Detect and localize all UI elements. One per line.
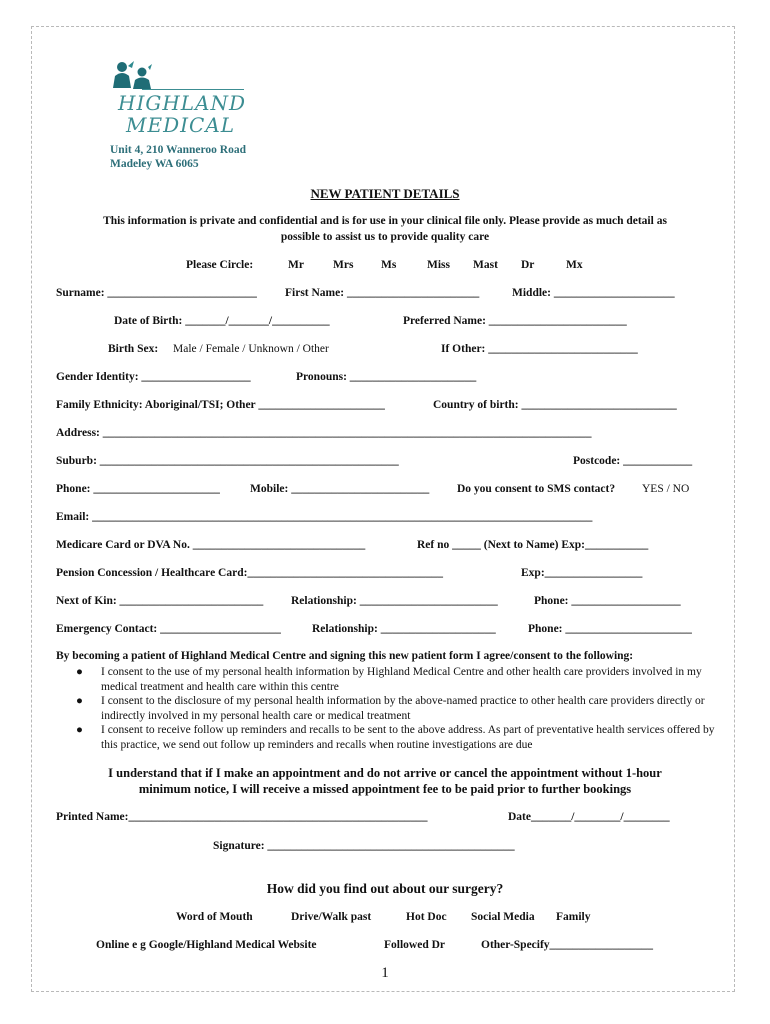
sms-consent-label: Do you consent to SMS contact? [457, 483, 616, 495]
survey-option-other-specify[interactable]: Other-Specify__________________ [481, 939, 654, 951]
consent-item: ● I consent to the disclosure of my personal health information by the above-named practice to other health care providers directly or indirectly involved in my personal health care or medical treatment [76, 695, 705, 722]
titles-label: Please Circle: [186, 259, 254, 271]
bullet-icon: ● [76, 666, 83, 678]
title-option-miss[interactable]: Miss [427, 259, 450, 271]
missed-fee-line2: minimum notice, I will receive a missed appointment fee to be paid prior to further bookings [138, 782, 632, 796]
bullet-icon: ● [76, 695, 83, 707]
date-field[interactable]: Date_______/________/________ [508, 811, 670, 823]
logo-line2: MEDICAL [126, 113, 236, 137]
address-line1: Unit 4, 210 Wanneroo Road [110, 144, 247, 156]
pronouns-field[interactable]: Pronouns: ______________________ [296, 371, 477, 383]
country-of-birth-field[interactable]: Country of birth: ___________________________ [433, 399, 677, 411]
birth-sex-label: Birth Sex: [108, 343, 159, 355]
consent-list [56, 665, 716, 752]
survey-option-online[interactable]: Online e g Google/Highland Medical Website [96, 939, 317, 951]
first-name-field[interactable]: First Name: _______________________ [285, 287, 480, 299]
survey-option-followed-dr[interactable]: Followed Dr [384, 939, 446, 951]
surname-field[interactable]: Surname: __________________________ [56, 287, 257, 299]
logo-divider [142, 89, 244, 90]
consent-item: ● I consent to the use of my personal health information by Highland Medical Centre and other health care providers involved in my medical treatment and health care within this centre [76, 666, 702, 693]
postcode-field[interactable]: Postcode: ____________ [573, 455, 693, 467]
emergency-relationship-field[interactable]: Relationship: ____________________ [312, 623, 496, 635]
title-option-dr[interactable]: Dr [521, 259, 535, 271]
mobile-field[interactable]: Mobile: ________________________ [250, 483, 430, 495]
logo-line1: HIGHLAND [118, 91, 247, 115]
consent-intro: By becoming a patient of Highland Medical Centre and signing this new patient form I agree/consent to the following: [56, 650, 634, 662]
survey-option-drive-walk-past[interactable]: Drive/Walk past [291, 911, 372, 923]
intro-line2: possible to assist us to provide quality care [280, 231, 490, 243]
birth-sex-options[interactable]: Male / Female / Unknown / Other [173, 343, 329, 355]
suburb-field[interactable]: Suburb: ____________________________________________________ [56, 455, 399, 467]
missed-fee-line1: I understand that if I make an appointment and do not arrive or cancel the appointment without 1-hour [108, 766, 662, 780]
gender-identity-field[interactable]: Gender Identity: ___________________ [56, 371, 251, 383]
consent-item: ● I consent to receive follow up reminders and recalls to be sent to the above address. As part of preventative health services offered by this practice, we send out follow up reminders and recalls when routine investigations are due [76, 724, 715, 751]
title-option-mrs[interactable]: Mrs [333, 259, 354, 271]
title-option-mr[interactable]: Mr [288, 259, 304, 271]
kin-relationship-field[interactable]: Relationship: ________________________ [291, 595, 498, 607]
survey-question: How did you find out about our surgery? [266, 881, 504, 896]
survey-option-word-of-mouth[interactable]: Word of Mouth [176, 911, 253, 923]
title-option-mast[interactable]: Mast [473, 259, 498, 271]
if-other-field[interactable]: If Other: __________________________ [441, 343, 638, 355]
middle-name-field[interactable]: Middle: _____________________ [512, 287, 675, 299]
preferred-name-field[interactable]: Preferred Name: ________________________ [403, 315, 627, 327]
bullet-icon: ● [76, 724, 83, 736]
survey-option-social-media[interactable]: Social Media [471, 911, 535, 923]
page-number: 1 [381, 965, 389, 981]
medicare-field[interactable]: Medicare Card or DVA No. ______________________________ [56, 539, 366, 551]
address-line2: Madeley WA 6065 [110, 158, 199, 170]
logo [112, 58, 252, 138]
ethnicity-field[interactable]: Family Ethnicity: Aboriginal/TSI; Other ______________________ [56, 399, 385, 411]
address-field[interactable]: Address: _____________________________________________________________________________________ [56, 427, 592, 439]
survey-option-family[interactable]: Family [556, 911, 591, 923]
signature-field[interactable]: Signature: ___________________________________________ [213, 840, 515, 852]
sms-consent-options[interactable]: YES / NO [642, 483, 690, 495]
printed-name-field[interactable]: Printed Name:____________________________________________________ [56, 811, 428, 823]
emergency-contact-field[interactable]: Emergency Contact: _____________________ [56, 623, 281, 635]
next-of-kin-field[interactable]: Next of Kin: _________________________ [56, 595, 264, 607]
intro-line1: This information is private and confidential and is for use in your clinical file only. Please provide as much detail as [103, 215, 667, 227]
page-title: NEW PATIENT DETAILS [310, 186, 460, 201]
pension-exp-field[interactable]: Exp:_________________ [521, 567, 643, 579]
pension-field[interactable]: Pension Concession / Healthcare Card:__________________________________ [56, 567, 443, 579]
emergency-phone-field[interactable]: Phone: ______________________ [528, 623, 692, 635]
medicare-ref-field[interactable]: Ref no _____ (Next to Name) Exp:___________ [417, 539, 649, 551]
title-option-ms[interactable]: Ms [381, 259, 397, 271]
phone-field[interactable]: Phone: ______________________ [56, 483, 220, 495]
survey-option-hot-doc[interactable]: Hot Doc [406, 911, 447, 923]
title-option-mx[interactable]: Mx [566, 259, 583, 271]
dob-field[interactable]: Date of Birth: _______/_______/__________ [114, 315, 330, 327]
email-field[interactable]: Email: _______________________________________________________________________________________ [56, 511, 593, 523]
kin-phone-field[interactable]: Phone: ___________________ [534, 595, 681, 607]
